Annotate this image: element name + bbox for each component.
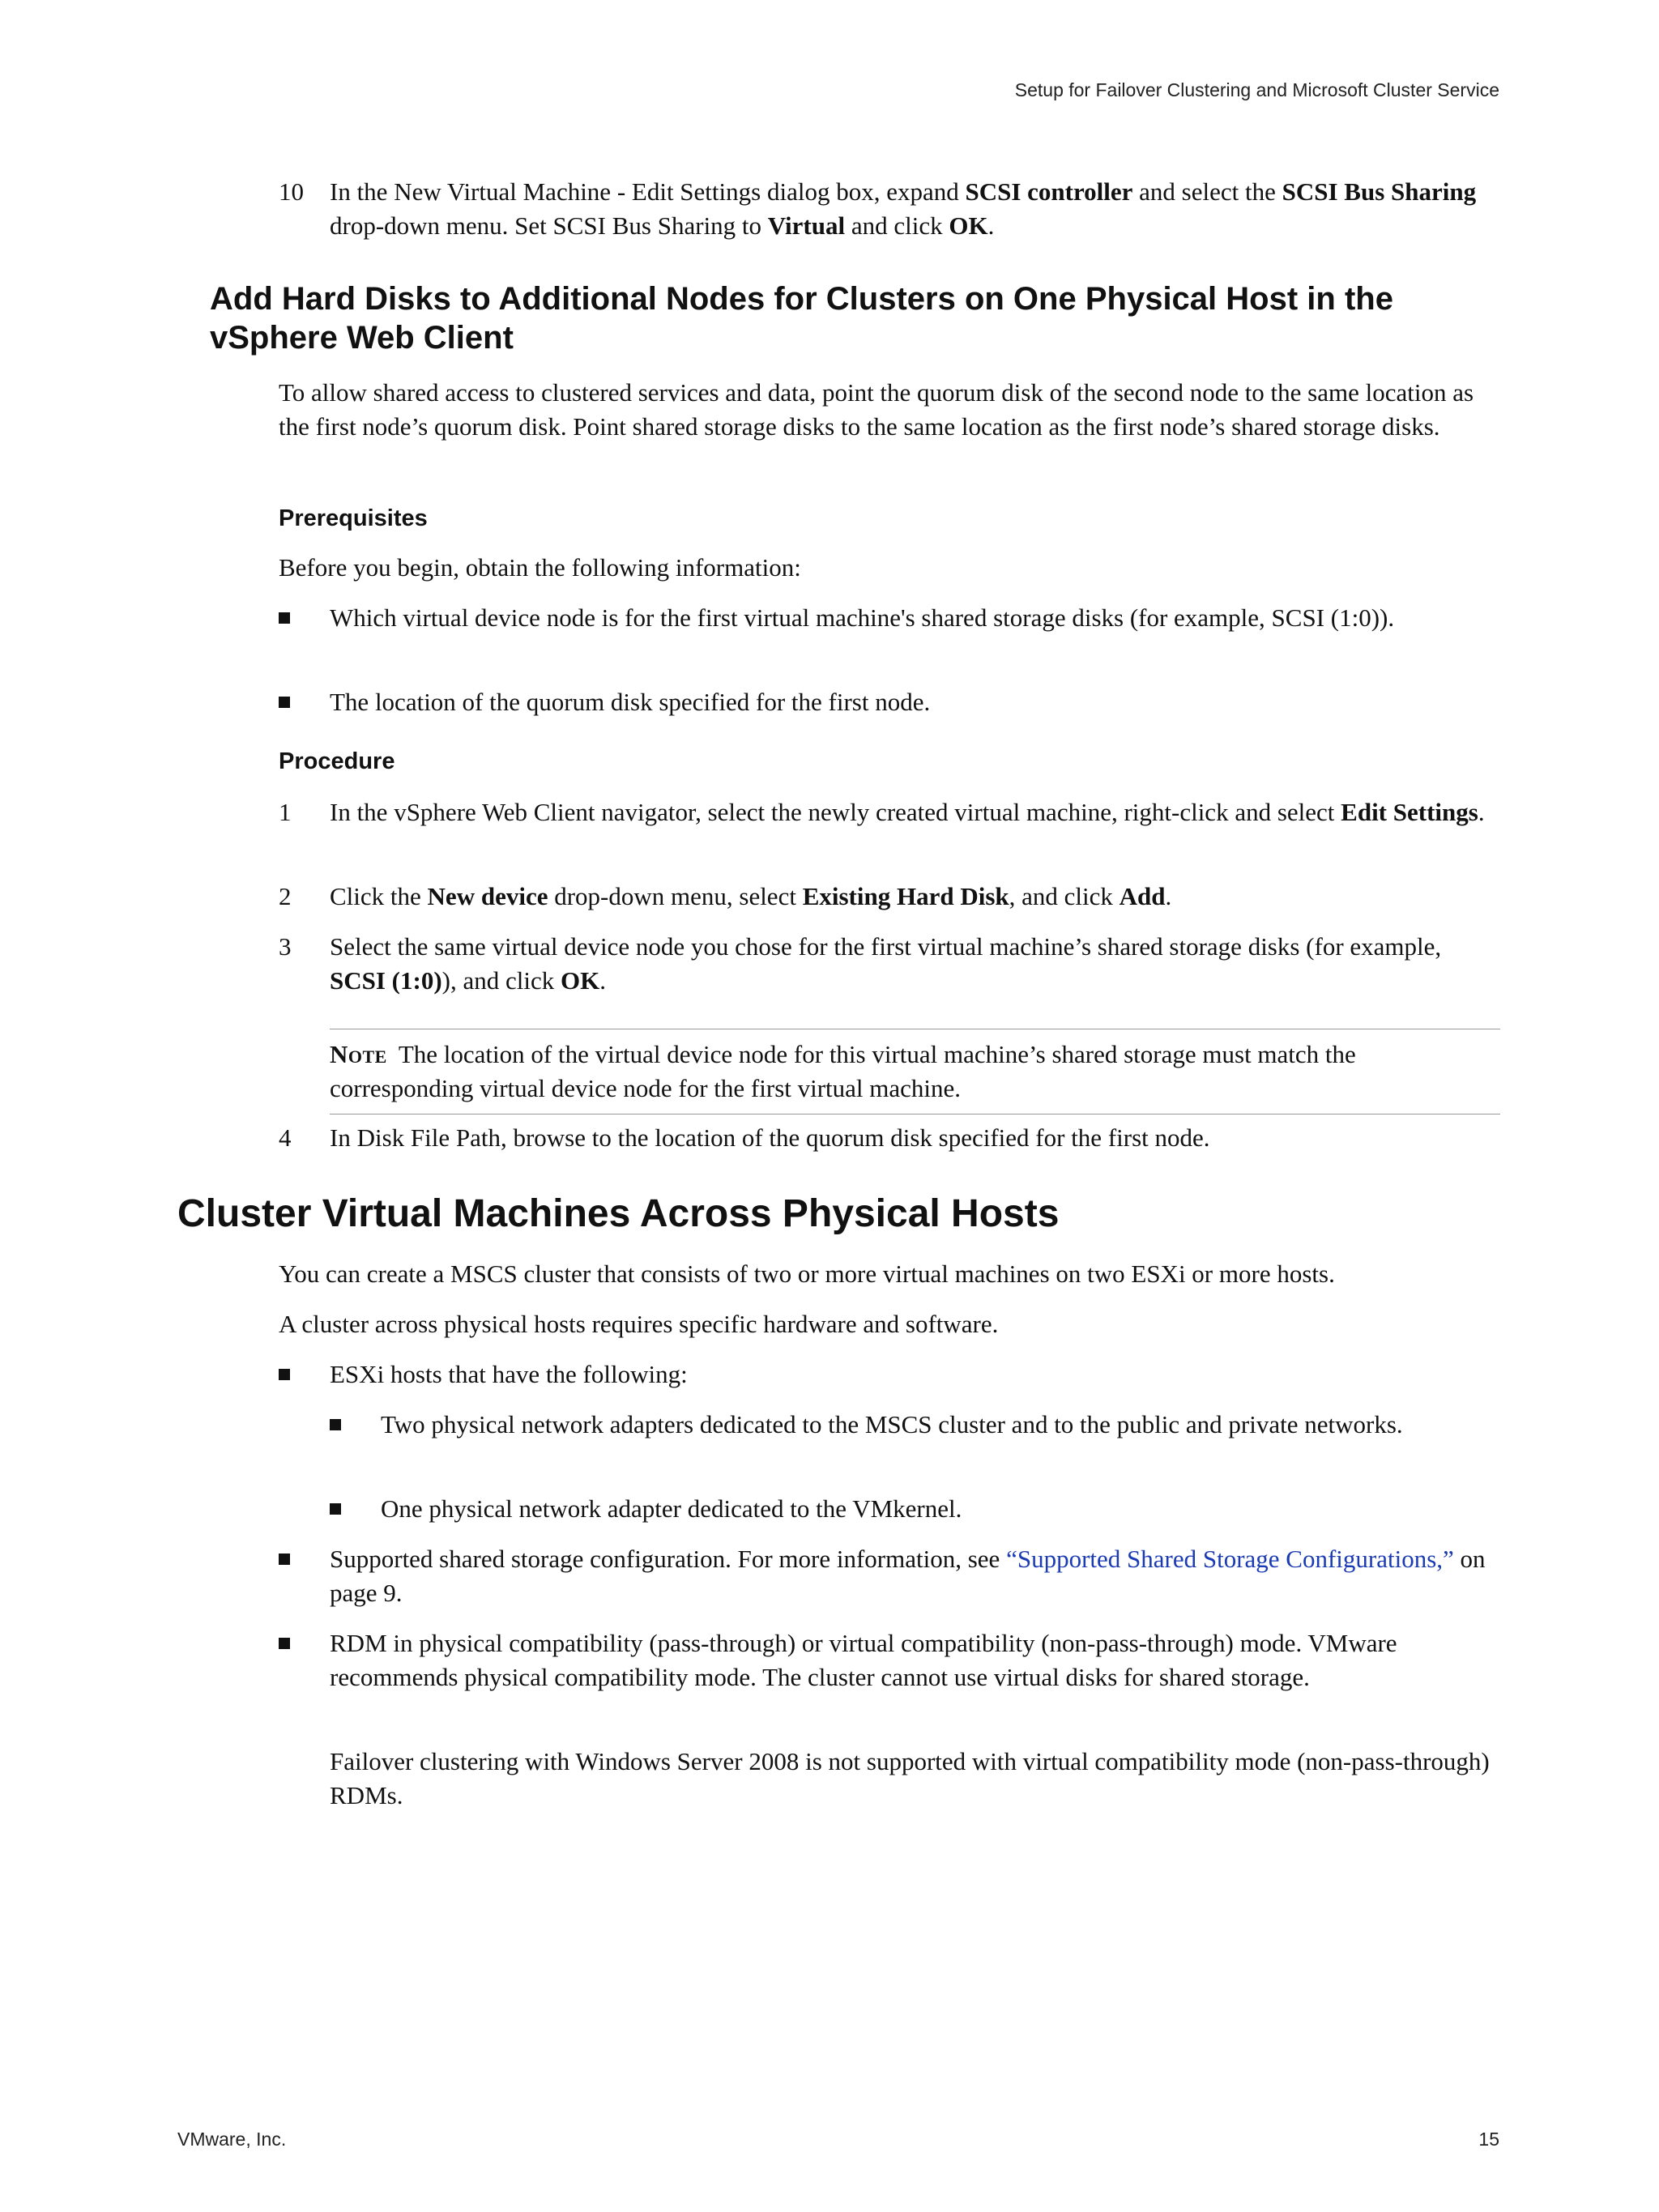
step-2 — [279, 880, 1500, 914]
paragraph: A cluster across physical hosts requires specific hardware and software. — [279, 1310, 999, 1338]
bullet-square-icon — [279, 1638, 290, 1649]
supported-shared-storage-link[interactable]: “Supported Shared Storage Configurations,” — [1006, 1545, 1454, 1573]
running-header: Setup for Failover Clustering and Microsoft Cluster Service — [1014, 79, 1499, 100]
step-number: 3 — [279, 932, 292, 961]
list-item: ESXi hosts that have the following: — [279, 1357, 1500, 1392]
list-item: Supported shared storage configuration. For more information, see “Supported Shared Storage Configurations,” on page 9. — [279, 1542, 1500, 1610]
step-text: In the vSphere Web Client navigator, select the newly created virtual machine, right-click and select Edit Settings. — [330, 798, 1485, 826]
step-1 — [279, 795, 1500, 829]
step-number: 1 — [279, 798, 292, 826]
step-10 — [279, 175, 1500, 243]
bullet-square-icon — [279, 697, 290, 708]
step-3 — [279, 930, 1500, 998]
step-text: Select the same virtual device node you chose for the first virtual machine’s shared storage disks (for example, SCSI (1:0)), and click OK. — [330, 932, 1442, 995]
step-number: 4 — [279, 1123, 292, 1152]
prerequisites-intro: Before you begin, obtain the following information: — [279, 553, 801, 582]
step-text: In the New Virtual Machine - Edit Settings dialog box, expand SCSI controller and select the SCSI Bus Sharing drop-down menu. Set SCSI Bus Sharing to Virtual and click OK. — [330, 177, 1477, 240]
intro-paragraph: To allow shared access to clustered services and data, point the quorum disk of the second node to the same location as the first node’s quorum disk. Point shared storage disks to the same location as the first node’s shared storage disks. — [279, 378, 1474, 441]
paragraph: Failover clustering with Windows Server 2008 is not supported with virtual compatibility mode (non-pass-through) RDMs. — [330, 1747, 1490, 1809]
bullet-square-icon — [330, 1419, 341, 1430]
note-label: Note — [330, 1040, 387, 1068]
paragraph: You can create a MSCS cluster that consists of two or more virtual machines on two ESXi or more hosts. — [279, 1259, 1335, 1288]
list-item: Which virtual device node is for the first virtual machine's shared storage disks (for example, SCSI (1:0)). — [279, 601, 1500, 635]
step-number: 10 — [279, 177, 304, 206]
step-text: In Disk File Path, browse to the location of the quorum disk specified for the first node. — [330, 1123, 1210, 1152]
list-item: RDM in physical compatibility (pass-through) or virtual compatibility (non-pass-through) mode. VMware recommends physical compatibility mode. The cluster cannot use virtual disks for shared storage. — [279, 1626, 1500, 1694]
bullet-square-icon — [330, 1503, 341, 1515]
list-item: The location of the quorum disk specified for the first node. — [279, 685, 1500, 719]
step-4 — [279, 1121, 1500, 1155]
prerequisites-heading: Prerequisites — [279, 505, 428, 531]
bullet-square-icon — [279, 1369, 290, 1380]
step-number: 2 — [279, 882, 292, 910]
note-box — [330, 1029, 1500, 1115]
step-text: Click the New device drop-down menu, select Existing Hard Disk, and click Add. — [330, 882, 1172, 910]
bullet-square-icon — [279, 1554, 290, 1565]
note-text: The location of the virtual device node for this virtual machine’s shared storage must match the corresponding virtual device node for the first virtual machine. — [330, 1040, 1356, 1102]
page-number: 15 — [1478, 2129, 1499, 2150]
list-item: One physical network adapter dedicated to the VMkernel. — [330, 1492, 1500, 1526]
section-heading: Add Hard Disks to Additional Nodes for Clusters on One Physical Host in the vSphere Web Client — [210, 281, 1393, 356]
footer-company: VMware, Inc. — [177, 2129, 287, 2150]
section-heading: Cluster Virtual Machines Across Physical Hosts — [177, 1192, 1060, 1235]
list-item: Two physical network adapters dedicated to the MSCS cluster and to the public and private networks. — [330, 1408, 1500, 1442]
procedure-heading: Procedure — [279, 748, 395, 774]
bullet-square-icon — [279, 612, 290, 624]
